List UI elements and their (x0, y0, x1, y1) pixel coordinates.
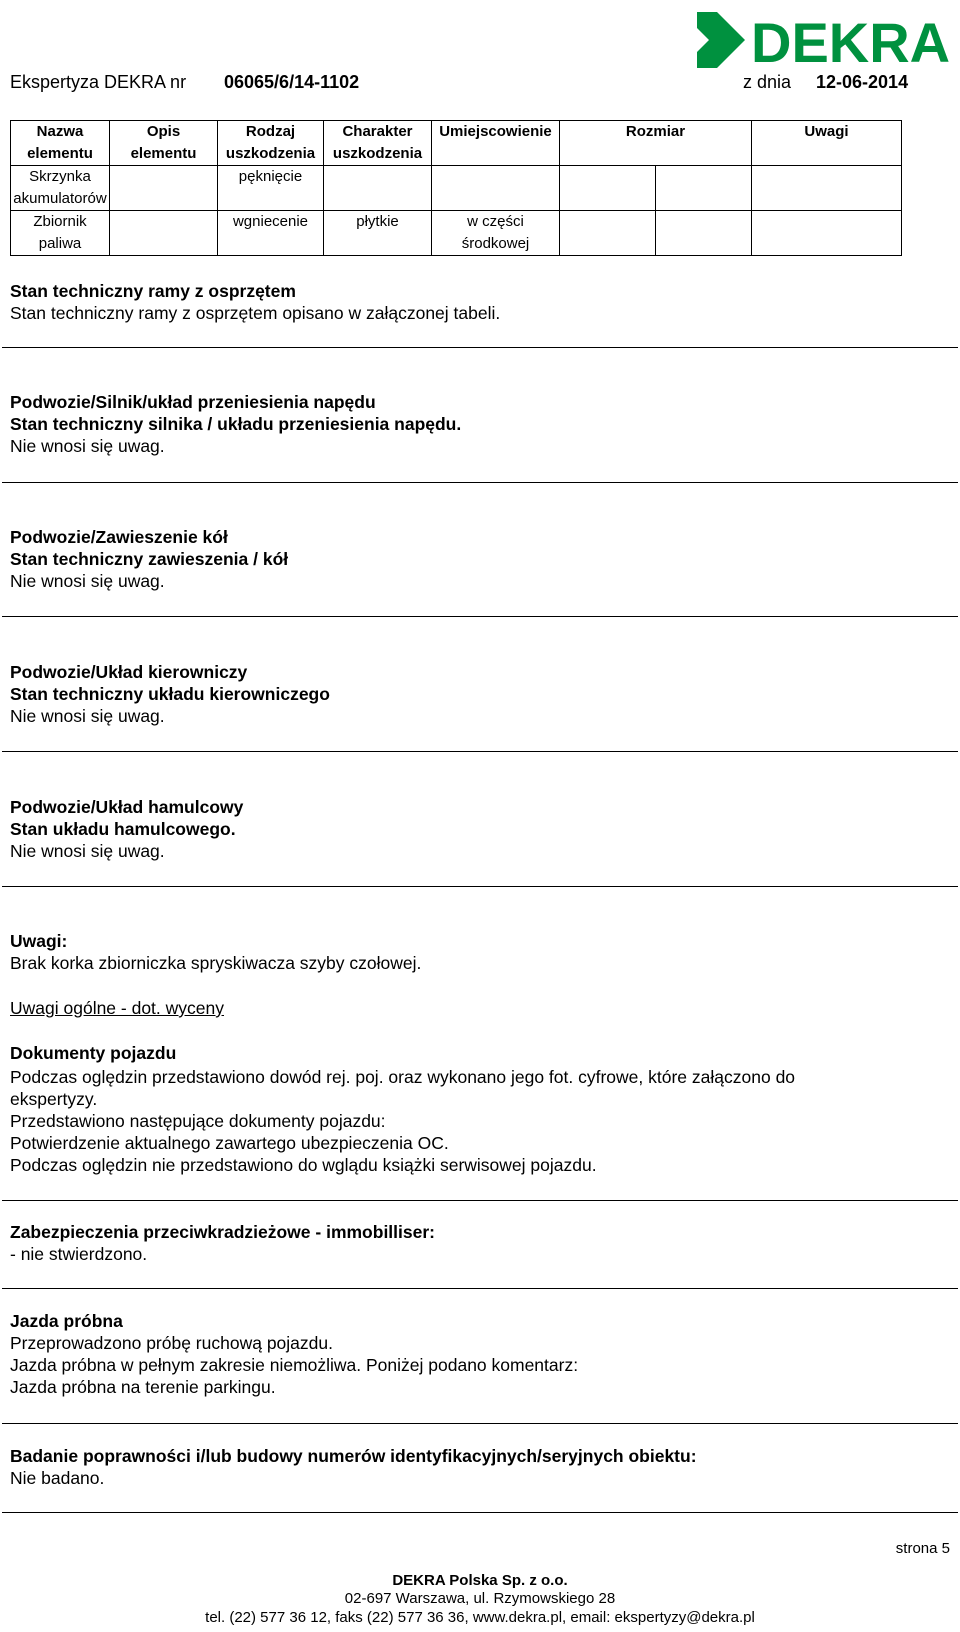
col-header-notes: Uwagi (752, 121, 902, 166)
section-brakes-title: Podwozie/Układ hamulcowy (10, 797, 244, 817)
cell-desc (110, 211, 218, 256)
divider (2, 482, 958, 483)
divider (2, 347, 958, 348)
col-header-type: Rodzaj uszkodzenia (218, 121, 324, 166)
section-suspension-subtitle: Stan techniczny zawieszenia / kół (10, 549, 289, 569)
section-brakes (10, 796, 243, 862)
footer-contact: tel. (22) 577 36 12, faks (22) 577 36 36, www.dekra.pl, email: ekspertyzy@dekra.pl (205, 1609, 755, 1626)
section-remarks (10, 930, 421, 974)
section-documents-line: Przedstawiono następujące dokumenty pojazdu: (10, 1111, 386, 1131)
table-row (11, 166, 902, 211)
col-header-character: Charakter uszkodzenia (324, 121, 432, 166)
col-header-location: Umiejscowienie (432, 121, 560, 166)
cell-character: płytkie (324, 211, 432, 256)
section-engine-subtitle: Stan techniczny silnika / układu przeniesienia napędu. (10, 414, 462, 434)
section-testdrive-line: Przeprowadzono próbę ruchową pojazdu. (10, 1333, 333, 1353)
report-number: 06065/6/14-1102 (224, 72, 360, 92)
col-header-size: Rozmiar (560, 121, 752, 166)
section-remarks-title: Uwagi: (10, 931, 68, 951)
cell-location: w części środkowej (432, 211, 560, 256)
divider (2, 1200, 958, 1201)
cell-size (560, 211, 656, 256)
footer-company: DEKRA Polska Sp. z o.o. (392, 1572, 568, 1589)
section-vin-text: Nie badano. (10, 1468, 105, 1488)
section-documents-line: ekspertyzy. (10, 1089, 98, 1109)
cell-size-extra (656, 211, 752, 256)
section-steering-subtitle: Stan techniczny układu kierowniczego (10, 684, 330, 704)
section-antitheft-title: Zabezpieczenia przeciwkradzieżowe - immobilliser: (10, 1222, 435, 1242)
footer-address: 02-697 Warszawa, ul. Rzymowskiego 28 (344, 1590, 616, 1607)
cell-character (324, 166, 432, 211)
section-antitheft-text: - nie stwierdzono. (10, 1244, 148, 1264)
section-documents-line: Podczas oględzin nie przedstawiono do wglądu książki serwisowej pojazdu. (10, 1155, 597, 1175)
cell-size (560, 166, 656, 211)
report-date: 12-06-2014 (816, 72, 909, 92)
section-antitheft (10, 1221, 435, 1265)
dekra-logo-text: DEKRA (751, 11, 951, 74)
cell-name: Zbiornik paliwa (11, 211, 110, 256)
section-suspension (10, 526, 288, 592)
damage-table (10, 120, 902, 256)
cell-desc (110, 166, 218, 211)
section-vin (10, 1445, 697, 1489)
table-row (11, 211, 902, 256)
section-remarks-text: Brak korka zbiorniczka spryskiwacza szyby czołowej. (10, 953, 422, 973)
divider (2, 886, 958, 887)
section-engine-title: Podwozie/Silnik/układ przeniesienia napędu (10, 392, 376, 412)
section-brakes-text: Nie wnosi się uwag. (10, 841, 165, 861)
section-testdrive-line: Jazda próbna w pełnym zakresie niemożliwa. Poniżej podano komentarz: (10, 1355, 579, 1375)
cell-type: pęknięcie (218, 166, 324, 211)
section-documents (10, 1042, 940, 1176)
section-frame-text: Stan techniczny ramy z osprzętem opisano w załączonej tabeli. (10, 303, 501, 323)
section-engine-text: Nie wnosi się uwag. (10, 436, 165, 456)
section-frame-title: Stan techniczny ramy z osprzętem (10, 281, 296, 301)
divider (2, 751, 958, 752)
cell-type: wgniecenie (218, 211, 324, 256)
cell-location (432, 166, 560, 211)
divider (2, 1288, 958, 1289)
section-documents-title: Dokumenty pojazdu (10, 1043, 177, 1063)
section-frame (10, 280, 500, 324)
section-documents-line: Potwierdzenie aktualnego zawartego ubezpieczenia OC. (10, 1133, 449, 1153)
section-testdrive (10, 1310, 578, 1398)
dekra-logo-mark (697, 12, 745, 68)
section-suspension-title: Podwozie/Zawieszenie kół (10, 527, 228, 547)
col-header-desc: Opis elementu (110, 121, 218, 166)
divider (2, 1423, 958, 1424)
section-vin-title: Badanie poprawności i/lub budowy numerów identyfikacyjnych/seryjnych obiektu: (10, 1446, 697, 1466)
cell-notes (752, 211, 902, 256)
section-testdrive-line: Jazda próbna na terenie parkingu. (10, 1377, 276, 1397)
report-date-prefix: z dnia (743, 72, 792, 92)
dekra-logo (697, 6, 960, 80)
divider (2, 1512, 958, 1513)
section-brakes-subtitle: Stan układu hamulcowego. (10, 819, 236, 839)
general-remarks-link[interactable]: Uwagi ogólne - dot. wyceny (10, 998, 224, 1018)
section-steering (10, 661, 330, 727)
cell-size-extra (656, 166, 752, 211)
section-engine (10, 391, 461, 457)
cell-name: Skrzynka akumulatorów (11, 166, 110, 211)
table-header-row (11, 121, 902, 166)
divider (2, 616, 958, 617)
section-steering-text: Nie wnosi się uwag. (10, 706, 165, 726)
report-header (10, 72, 910, 93)
report-title-prefix: Ekspertyza DEKRA nr (10, 72, 187, 92)
section-suspension-text: Nie wnosi się uwag. (10, 571, 165, 591)
section-documents-line: Podczas oględzin przedstawiono dowód rej. poj. oraz wykonano jego fot. cyfrowe, które załączono do (10, 1067, 796, 1087)
section-steering-title: Podwozie/Układ kierowniczy (10, 662, 248, 682)
cell-notes (752, 166, 902, 211)
section-testdrive-title: Jazda próbna (10, 1311, 123, 1331)
col-header-name: Nazwa elementu (11, 121, 110, 166)
page-number: strona 5 (895, 1540, 950, 1557)
